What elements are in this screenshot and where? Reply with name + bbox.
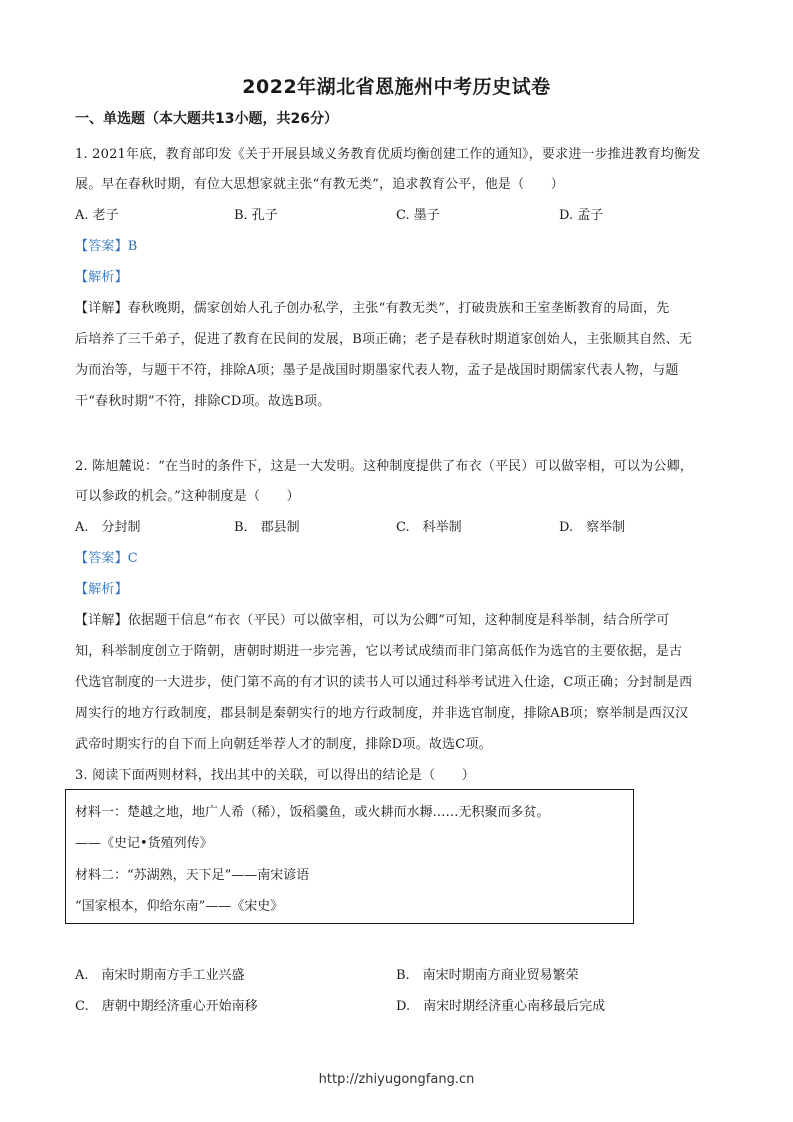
q1-option-a: A. 老子: [75, 208, 119, 223]
q1-option-d: D. 孟子: [559, 208, 604, 223]
q2-option-b: B. 郡县制: [234, 520, 300, 535]
materials-box: [65, 789, 634, 924]
q2-detail-line-2: 知，科举制度创立于隋朝，唐朝时期进一步完善，它以考试成绩而非门第高低作为选官的主要依据，是古: [75, 644, 683, 659]
q2-stem-line-2: 可以参政的机会。”这种制度是（ ）: [75, 489, 300, 504]
q1-stem-line-2: 展。早在春秋时期，有位大思想家就主张“有教无类”，追求教育公平，他是（ ）: [75, 177, 564, 192]
q2-answer: 【答案】C: [75, 551, 138, 566]
q1-detail-line-2: 后培养了三千弟子，促进了教育在民间的发展，B项正确；老子是春秋时期道家创始人，主张顺其自然、无: [75, 332, 692, 347]
material-one: 材料一：楚越之地，地广人希（稀），饭稻羹鱼，或火耕而水耨……无积聚而多贫。: [75, 805, 550, 820]
material-two-quote: “国家根本，仰给东南”——《宋史》: [75, 899, 284, 914]
q1-option-b: B. 孔子: [234, 208, 278, 223]
q1-analysis-label: 【解析】: [75, 270, 128, 285]
q3-option-b: B. 南宋时期南方商业贸易繁荣: [396, 968, 579, 983]
material-one-source: ——《史记•货殖列传》: [75, 836, 213, 851]
q2-analysis-label: 【解析】: [75, 582, 128, 597]
q1-answer: 【答案】B: [75, 239, 138, 254]
q1-option-c: C. 墨子: [396, 208, 440, 223]
q2-option-c: C. 科举制: [396, 520, 462, 535]
q3-stem: 3. 阅读下面两则材料，找出其中的关联，可以得出的结论是（ ）: [75, 768, 475, 783]
q2-detail-line-4: 周实行的地方行政制度，郡县制是秦朝实行的地方行政制度，并非选官制度，排除AB项；察举制是西汉汉: [75, 706, 689, 721]
q3-option-d: D. 南宋时期经济重心南移最后完成: [396, 999, 606, 1014]
material-two: 材料二：“苏湖熟，天下足”——南宋谚语: [75, 868, 310, 883]
q2-stem-line-1: 2. 陈旭麓说：“在当时的条件下，这是一大发明。这种制度提供了布衣（平民）可以做宰相，可以为公卿，: [75, 459, 693, 474]
page-title: 2022年湖北省恩施州中考历史试卷: [242, 76, 551, 98]
q1-stem-line-1: 1. 2021年底，教育部印发《关于开展县域义务教育优质均衡创建工作的通知》，要求进一步推进教育均衡发: [75, 147, 701, 162]
footer-url: http://zhiyugongfang.cn: [318, 1072, 475, 1087]
q1-detail-line-3: 为而治等，与题干不符，排除A项；墨子是战国时期墨家代表人物，孟子是战国时期儒家代表人物，与题: [75, 363, 679, 378]
q2-detail-line-3: 代选官制度的一大进步，使门第不高的有才识的读书人可以通过科举考试进入仕途，C项正确；分封制是西: [75, 675, 693, 690]
q2-detail-line-1: 【详解】依据题干信息“布衣（平民）可以做宰相，可以为公卿”可知，这种制度是科举制，结合所学可: [75, 613, 670, 628]
q1-detail-line-4: 干“春秋时期”不符，排除CD项。故选B项。: [75, 394, 331, 409]
q3-option-c: C. 唐朝中期经济重心开始南移: [75, 999, 258, 1014]
q2-option-d: D. 察举制: [559, 520, 626, 535]
q2-option-a: A. 分封制: [75, 520, 141, 535]
q2-detail-line-5: 武帝时期实行的自下而上向朝廷举荐人才的制度，排除D项。故选C项。: [75, 737, 492, 752]
q1-detail-line-1: 【详解】春秋晚期，儒家创始人孔子创办私学，主张“有教无类”，打破贵族和王室垄断教育的局面，先: [75, 301, 670, 316]
section-heading: 一、单选题（本大题共13小题，共26分）: [75, 111, 338, 127]
q3-option-a: A. 南宋时期南方手工业兴盛: [75, 968, 245, 983]
